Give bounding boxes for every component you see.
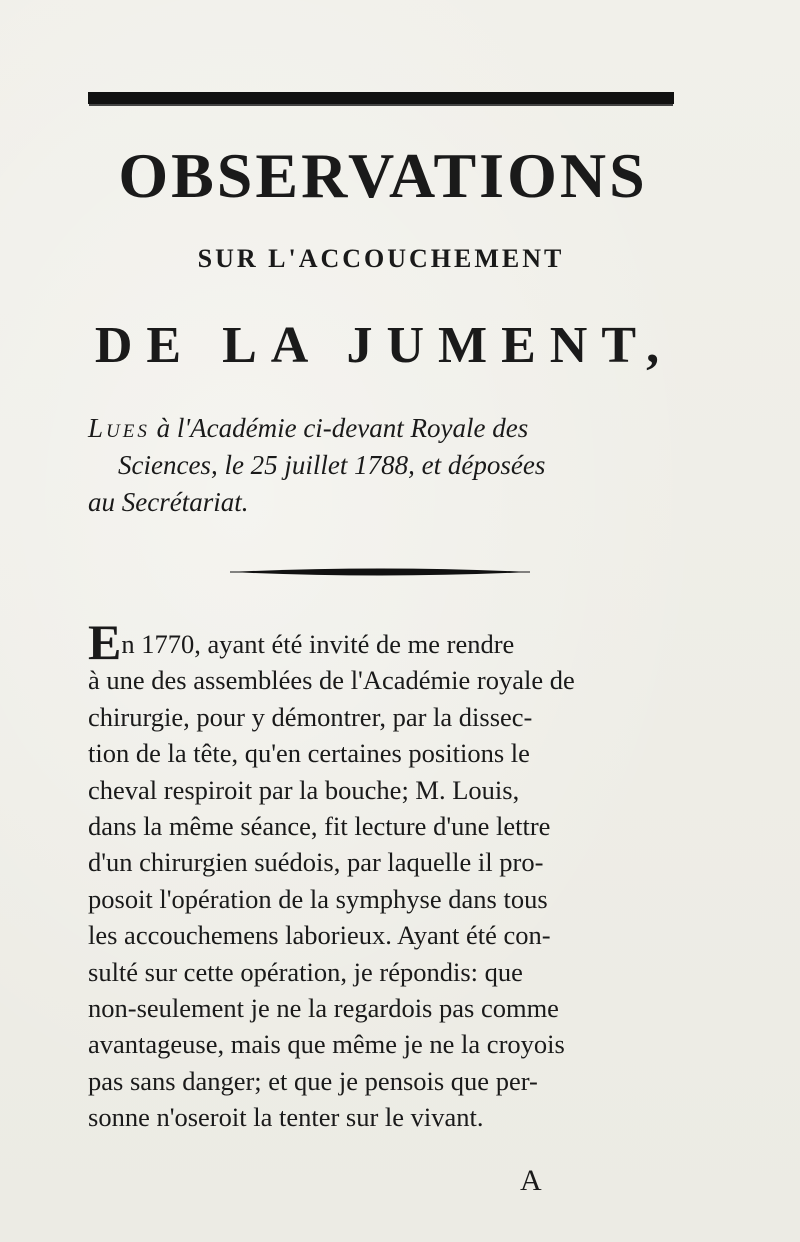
- body-line: à une des assemblées de l'Académie royale de: [88, 665, 575, 696]
- body-first-line: [88, 614, 680, 670]
- drop-cap: E: [88, 614, 122, 670]
- body-line: avantageuse, mais que même je ne la croyois: [88, 1029, 565, 1060]
- note-lead-word: Lues: [88, 413, 150, 443]
- body-line: pas sans danger; et que je pensois que per-: [88, 1065, 538, 1096]
- top-double-rule: [88, 92, 674, 104]
- page-subtitle: SUR L'ACCOUCHEMENT: [197, 244, 565, 273]
- body-line: chirurgie, pour y démontrer, par la dissec-: [88, 701, 533, 732]
- note-line-2: Sciences, le 25 juillet 1788, et déposées: [118, 450, 546, 480]
- ornamental-rule: [230, 564, 530, 580]
- body-line: sonne n'oseroit la tenter sur le vivant.: [88, 1102, 484, 1133]
- body-line: les accouchemens laborieux. Ayant été con-: [88, 920, 551, 951]
- body-line: cheval respiroit par la bouche; M. Louis,: [88, 774, 520, 805]
- body-line: sulté sur cette opération, je répondis: que: [88, 956, 523, 987]
- note-line-1-rest: à l'Académie ci-devant Royale des: [149, 413, 529, 443]
- body-line: non-seulement je ne la regardois pas comme: [88, 993, 559, 1024]
- body-line: d'un chirurgien suédois, par laquelle il pro-: [88, 847, 544, 878]
- body-first-line-rest: n 1770, ayant été invité de me rendre: [121, 629, 515, 659]
- note-line-3: au Secrétariat.: [88, 487, 249, 517]
- page-title: OBSERVATIONS: [118, 140, 648, 211]
- note-line-1: [88, 410, 678, 447]
- body-line: tion de la tête, qu'en certaines positions le: [88, 738, 530, 769]
- page-title-second-line: DE LA JUMENT,: [94, 317, 674, 374]
- body-line: dans la même séance, fit lecture d'une lettre: [88, 811, 551, 842]
- body-text: [88, 614, 680, 1136]
- signature-mark: A: [520, 1164, 542, 1197]
- reading-note: [88, 410, 678, 521]
- body-line: posoit l'opération de la symphyse dans tous: [88, 883, 548, 914]
